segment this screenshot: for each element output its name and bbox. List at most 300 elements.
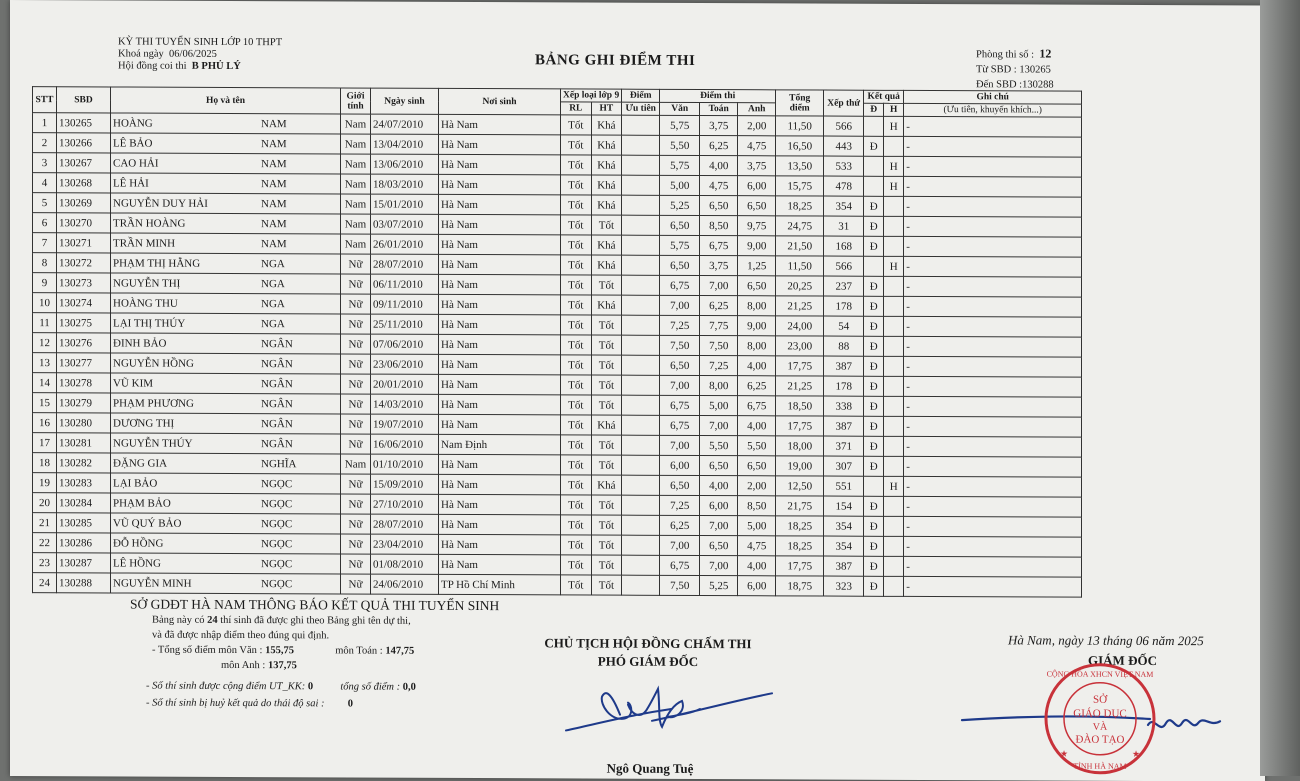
row-h [884, 576, 904, 596]
row-d: Đ [864, 216, 884, 236]
row-van: 7,25 [660, 495, 700, 515]
row-sbd: 130273 [57, 273, 111, 293]
row-van: 5,25 [660, 195, 700, 215]
row-name [111, 153, 341, 174]
row-anh: 8,00 [738, 296, 776, 316]
row-given-name: NAM [261, 117, 287, 130]
row-total: 11,50 [776, 116, 824, 136]
row-rl: Tốt [561, 275, 592, 295]
row-gender: Nữ [341, 354, 371, 374]
row-anh: 4,00 [738, 416, 776, 436]
row-d: Đ [864, 376, 884, 396]
bonus-sum: 0,0 [402, 681, 416, 693]
row-d [864, 116, 884, 136]
row-total: 16,50 [776, 136, 824, 156]
from-sbd: 130265 [1019, 64, 1051, 76]
row-anh: 9,00 [738, 236, 776, 256]
row-given-name: NGA [261, 257, 285, 270]
row-gender: Nữ [341, 414, 371, 434]
row-gender: Nữ [341, 534, 371, 554]
row-gender: Nữ [341, 334, 371, 354]
row-dob: 28/07/2010 [371, 254, 439, 274]
col-sbd: SBD [57, 87, 111, 113]
col-bonus: Điểm [622, 89, 660, 102]
row-h: H [884, 256, 904, 276]
row-name [111, 533, 341, 554]
row-rl: Tốt [561, 375, 592, 395]
row-anh: 8,00 [738, 336, 776, 356]
row-dob: 15/01/2010 [371, 194, 439, 214]
row-ht: Tốt [591, 395, 622, 415]
row-surname: NGUYỄN HỒNG [113, 356, 194, 370]
row-note: - [904, 436, 1082, 457]
row-ht: Tốt [591, 515, 622, 535]
row-d: Đ [864, 316, 884, 336]
row-toan: 5,50 [700, 436, 738, 456]
row-d: Đ [864, 396, 884, 416]
col-d: Đ [864, 103, 884, 116]
row-rank: 154 [824, 496, 864, 516]
row-dob: 15/09/2010 [371, 474, 439, 494]
row-h [884, 396, 904, 416]
bonus-sum-label: tổng số điểm : [340, 681, 401, 693]
row-pob: Hà Nam [439, 294, 561, 315]
row-name [111, 453, 341, 474]
row-stt: 12 [33, 333, 57, 353]
exam-name: KỲ THI TUYỂN SINH LỚP 10 THPT [118, 36, 283, 49]
row-h [884, 436, 904, 456]
row-sbd: 130282 [57, 453, 111, 473]
row-rank: 338 [824, 396, 864, 416]
row-anh: 2,00 [738, 116, 776, 136]
row-note: - [904, 216, 1082, 237]
row-given-name: NGA [261, 277, 285, 290]
row-dob: 16/06/2010 [371, 434, 439, 454]
col-pob: Nơi sinh [439, 88, 561, 115]
row-ht: Tốt [591, 275, 622, 295]
row-pob: Hà Nam [439, 274, 561, 295]
row-name [111, 113, 341, 134]
row-given-name: NGỌC [261, 537, 293, 550]
row-d [864, 176, 884, 196]
row-total: 21,25 [776, 296, 824, 316]
row-name [111, 513, 341, 534]
row-van: 5,50 [660, 135, 700, 155]
row-pob: Hà Nam [439, 354, 561, 375]
row-h [884, 136, 904, 156]
row-name [111, 553, 341, 574]
row-gender: Nữ [341, 394, 371, 414]
exam-date: 06/06/2025 [169, 48, 217, 60]
row-note: - [904, 316, 1082, 337]
row-surname: HOÀNG [113, 116, 153, 130]
row-rl: Tốt [561, 315, 592, 335]
row-given-name: NAM [261, 177, 287, 190]
row-name [111, 413, 341, 434]
bonus-count: 0 [307, 681, 314, 693]
col-anh: Anh [738, 103, 776, 116]
row-pob: Hà Nam [439, 514, 561, 535]
row-d: Đ [864, 436, 884, 456]
row-toan: 7,75 [700, 316, 738, 336]
row-bonus [622, 475, 660, 495]
row-sbd: 130265 [57, 113, 111, 133]
row-toan: 7,50 [700, 336, 738, 356]
row-surname: TRẦN HOÀNG [113, 216, 186, 230]
row-anh: 9,00 [738, 316, 776, 336]
background-edge [1260, 0, 1300, 776]
row-d: Đ [864, 336, 884, 356]
row-surname: LẠI THỊ THÚY [113, 316, 186, 330]
row-bonus [622, 435, 660, 455]
chair-title: CHỦ TỊCH HỘI ĐỒNG CHẤM THI [544, 635, 752, 652]
row-bonus [622, 295, 660, 315]
toan-total: 147,75 [385, 645, 415, 657]
row-sbd: 130267 [57, 153, 111, 173]
row-surname: ĐỖ HỒNG [113, 536, 164, 550]
room-number: 12 [1039, 46, 1052, 61]
bonus-label: - Số thí sinh được cộng điểm UT_KK: [146, 680, 306, 693]
row-pob: Hà Nam [439, 214, 561, 235]
row-rank: 566 [824, 116, 864, 136]
row-ht: Khá [591, 415, 622, 435]
row-bonus [622, 115, 660, 135]
row-note: - [904, 156, 1082, 177]
row-stt: 17 [33, 433, 57, 453]
row-sbd: 130271 [57, 233, 111, 253]
row-bonus [622, 215, 660, 235]
row-toan: 8,00 [700, 376, 738, 396]
row-bonus [622, 555, 660, 575]
row-pob: Hà Nam [439, 494, 561, 515]
row-surname: VŨ KIM [113, 376, 154, 390]
row-stt: 9 [33, 273, 57, 293]
row-name [111, 353, 341, 374]
row-dob: 24/06/2010 [371, 574, 439, 594]
col-grade9: Xếp loại lớp 9 [561, 89, 622, 102]
row-total: 21,50 [776, 236, 824, 256]
col-name: Họ và tên [111, 87, 341, 114]
row-rank: 168 [824, 236, 864, 256]
row-sbd: 130278 [57, 373, 111, 393]
row-dob: 19/07/2010 [371, 414, 439, 434]
row-rank: 178 [824, 376, 864, 396]
row-total: 24,75 [776, 216, 824, 236]
row-ht: Tốt [591, 215, 622, 235]
row-pob: Hà Nam [439, 314, 561, 335]
row-given-name: NGỌC [261, 557, 293, 570]
row-rank: 88 [824, 336, 864, 356]
row-ht: Tốt [591, 575, 622, 595]
row-van: 6,50 [660, 215, 700, 235]
row-bonus [622, 235, 660, 255]
row-stt: 20 [33, 493, 57, 513]
row-note: - [904, 176, 1082, 197]
row-total: 17,75 [776, 416, 824, 436]
row-gender: Nữ [341, 254, 371, 274]
col-total: Tổng điểm [776, 90, 824, 116]
row-ht: Khá [591, 115, 622, 135]
row-toan: 7,00 [700, 556, 738, 576]
stamp-star-icon: ★ [1132, 748, 1141, 759]
row-dob: 24/07/2010 [371, 114, 439, 134]
row-sbd: 130279 [57, 393, 111, 413]
row-given-name: NGÂN [261, 397, 293, 410]
row-bonus [622, 135, 660, 155]
row-rl: Tốt [561, 355, 592, 375]
row-pob: Hà Nam [439, 474, 561, 495]
row-given-name: NGỌC [261, 517, 293, 530]
row-surname: LÊ HẢI [113, 176, 149, 190]
stamp-l3: VÀ [1092, 721, 1108, 733]
row-total: 17,75 [776, 356, 824, 376]
footer-count: 24 [207, 614, 218, 626]
row-bonus [622, 275, 660, 295]
row-anh: 6,50 [738, 276, 776, 296]
row-rl: Tốt [561, 195, 592, 215]
row-name [111, 133, 341, 154]
row-sbd: 130266 [57, 133, 111, 153]
row-surname: VŨ QUÝ BẢO [113, 516, 182, 530]
row-surname: NGUYỄN THỊ [113, 276, 181, 290]
row-gender: Nữ [341, 294, 371, 314]
row-bonus [622, 395, 660, 415]
row-dob: 06/11/2010 [371, 274, 439, 294]
row-h [884, 496, 904, 516]
row-d: Đ [864, 236, 884, 256]
row-surname: PHẠM BẢO [113, 496, 171, 510]
row-surname: LÊ BẢO [113, 136, 153, 150]
row-toan: 7,25 [700, 356, 738, 376]
row-note: - [904, 396, 1082, 417]
row-gender: Nữ [341, 554, 371, 574]
place-date: Hà Nam, ngày 13 tháng 06 năm 2025 [1008, 632, 1204, 649]
row-surname: CAO HẢI [113, 156, 159, 170]
row-rank: 387 [824, 416, 864, 436]
row-van: 6,75 [660, 275, 700, 295]
row-h [884, 556, 904, 576]
row-sbd: 130268 [57, 173, 111, 193]
row-given-name: NAM [261, 137, 287, 150]
row-pob: Hà Nam [439, 174, 561, 195]
row-surname: DƯƠNG THỊ [113, 416, 175, 430]
row-total: 13,50 [776, 156, 824, 176]
row-bonus [622, 455, 660, 475]
col-bonus-sub: Ưu tiên [622, 102, 660, 115]
row-toan: 3,75 [700, 116, 738, 136]
row-toan: 3,75 [700, 256, 738, 276]
cancel-count: 0 [347, 698, 353, 710]
row-given-name: NGÂN [261, 437, 293, 450]
row-rl: Tốt [561, 215, 592, 235]
row-surname: ĐINH BẢO [113, 336, 167, 350]
row-gender: Nữ [341, 494, 371, 514]
row-given-name: NGỌC [261, 577, 293, 590]
row-anh: 4,00 [738, 556, 776, 576]
row-total: 19,00 [776, 456, 824, 476]
row-dob: 07/06/2010 [371, 334, 439, 354]
row-pob: Hà Nam [439, 334, 561, 355]
footer-count-label: Bảng này có [152, 614, 205, 626]
row-rank: 443 [824, 136, 864, 156]
row-gender: Nữ [341, 574, 371, 594]
row-toan: 8,50 [700, 216, 738, 236]
row-anh: 5,50 [738, 436, 776, 456]
row-d: Đ [864, 276, 884, 296]
official-stamp [1040, 658, 1160, 779]
row-note: - [904, 536, 1082, 557]
row-name [111, 493, 341, 514]
row-given-name: NGÂN [261, 337, 293, 350]
row-d: Đ [864, 296, 884, 316]
row-pob: Hà Nam [439, 254, 561, 275]
row-gender: Nam [341, 134, 371, 154]
row-bonus [622, 255, 660, 275]
footer-line2: và đã được nhập điểm theo đúng qui định. [152, 629, 330, 642]
row-name [111, 373, 341, 394]
row-given-name: NGỌC [261, 477, 293, 490]
row-note: - [904, 296, 1082, 317]
row-h: H [884, 476, 904, 496]
row-rl: Tốt [561, 235, 592, 255]
row-bonus [622, 335, 660, 355]
row-bonus [622, 535, 660, 555]
row-gender: Nam [341, 174, 371, 194]
row-given-name: NAM [261, 197, 287, 210]
row-name [111, 233, 341, 254]
row-rl: Tốt [561, 255, 592, 275]
row-h [884, 416, 904, 436]
row-rank: 566 [824, 256, 864, 276]
stamp-outer: CỘNG HÒA XHCN VIỆT NAM [1046, 669, 1154, 679]
row-rank: 354 [824, 196, 864, 216]
row-total: 18,50 [776, 396, 824, 416]
col-dob: Ngày sinh [371, 88, 439, 114]
row-toan: 6,50 [700, 196, 738, 216]
row-gender: Nam [341, 154, 371, 174]
row-rank: 54 [824, 316, 864, 336]
row-sbd: 130285 [57, 513, 111, 533]
row-toan: 6,75 [700, 236, 738, 256]
row-surname: NGUYỄN MINH [113, 576, 192, 590]
col-note-sub: (Ưu tiên, khuyến khích...) [904, 103, 1082, 117]
row-note: - [904, 496, 1082, 517]
row-name [111, 253, 341, 274]
score-table [32, 86, 1082, 598]
row-h [884, 276, 904, 296]
row-ht: Khá [591, 195, 622, 215]
row-van: 6,75 [660, 415, 700, 435]
row-note: - [904, 516, 1082, 537]
row-surname: LẠI BẢO [113, 476, 158, 490]
row-ht: Khá [591, 135, 622, 155]
row-ht: Tốt [591, 535, 622, 555]
row-van: 6,00 [660, 455, 700, 475]
row-dob: 20/01/2010 [371, 374, 439, 394]
row-anh: 4,75 [738, 536, 776, 556]
anh-total: 137,75 [267, 660, 297, 672]
row-toan: 6,00 [700, 496, 738, 516]
row-rank: 323 [824, 576, 864, 596]
row-d [864, 256, 884, 276]
row-rank: 371 [824, 436, 864, 456]
row-rl: Tốt [561, 395, 592, 415]
row-stt: 14 [33, 373, 57, 393]
row-name [111, 333, 341, 354]
row-stt: 3 [33, 153, 57, 173]
row-h [884, 516, 904, 536]
row-ht: Khá [591, 235, 622, 255]
row-total: 11,50 [776, 256, 824, 276]
row-ht: Khá [591, 255, 622, 275]
row-van: 6,75 [660, 395, 700, 415]
row-anh: 2,00 [738, 476, 776, 496]
row-dob: 14/03/2010 [371, 394, 439, 414]
row-total: 21,75 [776, 496, 824, 516]
row-total: 18,25 [776, 196, 824, 216]
row-note: - [904, 116, 1082, 137]
row-toan: 4,75 [700, 176, 738, 196]
row-stt: 10 [33, 293, 57, 313]
stamp-l1: SỞ [1092, 693, 1108, 706]
row-gender: Nam [341, 454, 371, 474]
row-ht: Tốt [591, 455, 622, 475]
row-ht: Tốt [591, 435, 622, 455]
row-h [884, 216, 904, 236]
col-van: Văn [660, 102, 700, 115]
row-sbd: 130269 [57, 193, 111, 213]
footer-dept: SỞ GDĐT HÀ NAM THÔNG BÁO KẾT QUẢ THI TUYỂN SINH [130, 596, 500, 614]
row-toan: 4,00 [700, 156, 738, 176]
row-d: Đ [864, 136, 884, 156]
row-note: - [904, 136, 1082, 157]
to-sbd-label: Đến SBD : [976, 79, 1023, 91]
row-sbd: 130276 [57, 333, 111, 353]
chair-signature [562, 674, 782, 755]
row-h [884, 296, 904, 316]
row-van: 7,25 [660, 315, 700, 335]
row-h [884, 336, 904, 356]
row-van: 7,00 [660, 375, 700, 395]
to-sbd: 130288 [1022, 79, 1054, 91]
row-van: 6,50 [660, 355, 700, 375]
row-rank: 533 [824, 156, 864, 176]
row-d: Đ [864, 496, 884, 516]
row-note: - [904, 576, 1082, 597]
row-stt: 6 [33, 213, 57, 233]
row-total: 18,75 [776, 576, 824, 596]
row-pob: Hà Nam [439, 234, 561, 255]
row-toan: 6,50 [700, 536, 738, 556]
row-pob: Hà Nam [439, 454, 561, 475]
row-surname: PHẠM THỊ HẰNG [113, 256, 201, 270]
row-sbd: 130270 [57, 213, 111, 233]
row-sbd: 130287 [57, 553, 111, 573]
row-name [111, 393, 341, 414]
stamp-bottom: TỈNH HÀ NAM [1073, 761, 1127, 771]
row-gender: Nam [341, 234, 371, 254]
date-label: Khoá ngày [118, 48, 164, 60]
row-ht: Tốt [591, 315, 622, 335]
row-ht: Tốt [591, 335, 622, 355]
row-d: Đ [864, 516, 884, 536]
cancel-label: - Số thí sinh bị huỷ kết quả do thái độ sai : [146, 697, 325, 710]
row-anh: 6,00 [738, 176, 776, 196]
col-rank: Xếp thứ [824, 90, 864, 116]
row-ht: Tốt [591, 355, 622, 375]
row-given-name: NGHĨA [261, 457, 297, 470]
row-rl: Tốt [561, 455, 592, 475]
